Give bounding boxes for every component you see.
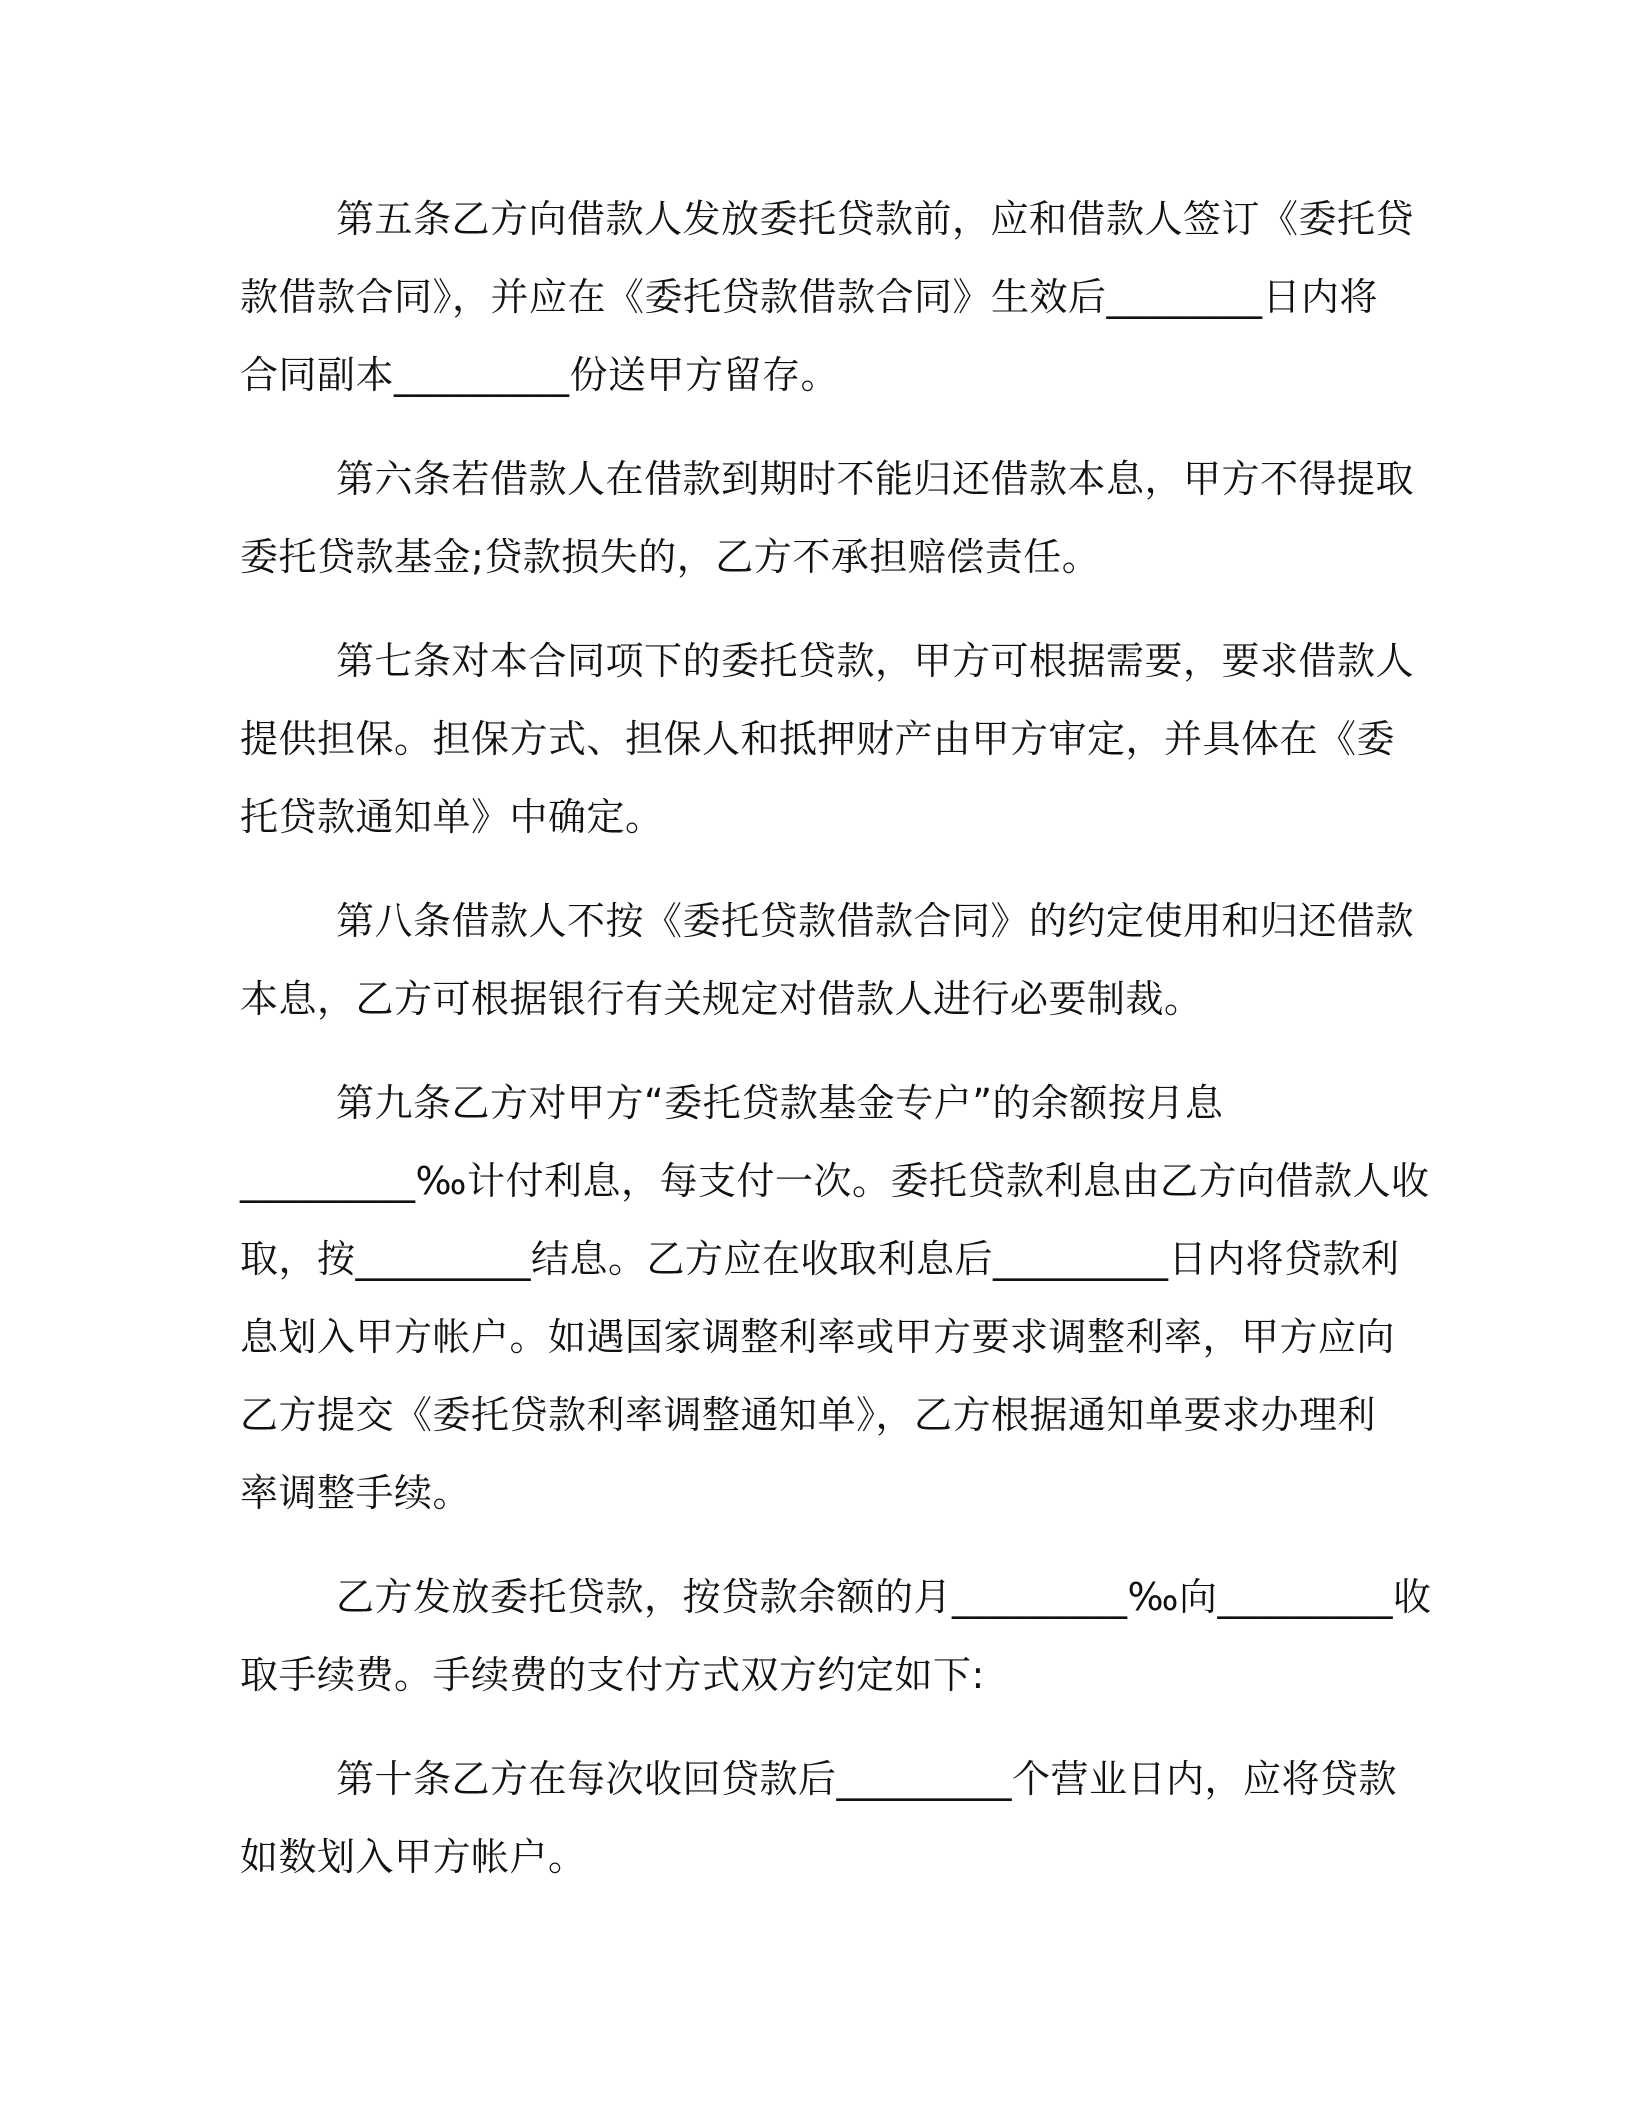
text-line: 第九条乙方对甲方“委托贷款基金专户”的余额按月息 — [336, 1081, 1224, 1125]
text-line: 取，按_________结息。乙方应在收取利息后_________日内将贷款利 — [240, 1237, 1400, 1281]
text-line: 乙方提交《委托贷款利率调整通知单》，乙方根据通知单要求办理利 — [240, 1393, 1377, 1437]
paragraph-gap — [240, 1038, 1390, 1064]
text-line: 提供担保。担保方式、担保人和抵押财产由甲方审定，并具体在《委 — [240, 717, 1396, 761]
text-line: 如数划入甲方帐户。 — [240, 1835, 587, 1879]
fee-paragraph — [240, 1558, 1432, 1714]
text-line: 第七条对本合同项下的委托贷款，甲方可根据需要，要求借款人 — [336, 639, 1415, 683]
article-5 — [240, 180, 1415, 414]
text-line: 第十条乙方在每次收回贷款后_________个营业日内，应将贷款 — [336, 1757, 1398, 1801]
article-10 — [240, 1740, 1398, 1896]
article-6 — [240, 440, 1415, 596]
text-line: 第六条若借款人在借款到期时不能归还借款本息，甲方不得提取 — [336, 457, 1415, 501]
text-line: 委托贷款基金;贷款损失的，乙方不承担赔偿责任。 — [240, 535, 1101, 579]
article-8 — [240, 882, 1415, 1038]
text-line: 托贷款通知单》中确定。 — [240, 795, 664, 839]
paragraph-gap — [240, 414, 1390, 440]
text-line: _________‰计付利息，每支付一次。委托贷款利息由乙方向借款人收 — [240, 1159, 1430, 1203]
paragraph-gap — [240, 1532, 1390, 1558]
paragraph-gap — [240, 596, 1390, 622]
text-line: 本息，乙方可根据银行有关规定对借款人进行必要制裁。 — [240, 977, 1203, 1021]
text-line: 率调整手续。 — [240, 1471, 472, 1515]
text-line: 乙方发放委托贷款，按贷款余额的月_________‰向_________收 — [336, 1575, 1432, 1619]
text-line: 款借款合同》，并应在《委托贷款借款合同》生效后________日内将 — [240, 275, 1379, 319]
text-line: 第八条借款人不按《委托贷款借款合同》的约定使用和归还借款 — [336, 899, 1415, 943]
text-line: 第五条乙方向借款人发放委托贷款前，应和借款人签订《委托贷 — [336, 197, 1415, 241]
document-body — [240, 180, 1432, 1896]
article-7 — [240, 622, 1415, 856]
paragraph-gap — [240, 856, 1390, 882]
paragraph-gap — [240, 1714, 1390, 1740]
text-line: 合同副本_________份送甲方留存。 — [240, 353, 840, 397]
text-line: 息划入甲方帐户。如遇国家调整利率或甲方要求调整利率，甲方应向 — [240, 1315, 1396, 1359]
text-line: 取手续费。手续费的支付方式双方约定如下: — [240, 1653, 985, 1697]
article-9 — [240, 1064, 1430, 1532]
